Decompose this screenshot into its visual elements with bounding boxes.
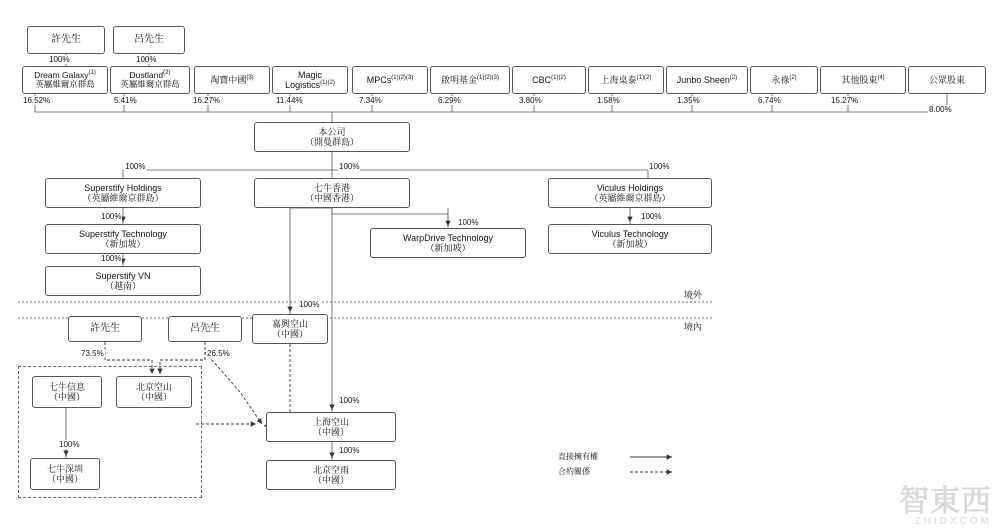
footnote-marker: (1) [88,69,96,76]
node-sublabel: Logistics [285,80,321,90]
node-sublabel: 英屬維爾京群島 [120,79,180,90]
node-label: Junbo Sheen [676,74,730,85]
node-label: 上海桌泰 [600,74,637,85]
node-label: Viculus Holdings [596,182,664,193]
node-label: 許先生 [90,323,120,335]
percent-label: 6.29% [438,96,461,105]
node-label: WarpDrive Technology [402,232,494,243]
node-qiniu-shenzhen[interactable] [30,458,100,490]
node-label: Magic [297,69,322,80]
node-label: 永祿 [771,74,790,85]
node-label: 呂先生 [134,34,164,46]
node-label: 北京空山 [135,381,172,392]
percent-label: 100% [339,446,360,455]
node-label: 七牛信息 [48,381,85,392]
percent-label: 15.27% [831,96,859,105]
node-lv-top[interactable] [113,26,185,54]
node-qiming-fund[interactable] [430,66,510,94]
node-sublabel: （中國） [271,329,308,339]
node-qiniu-xinxi[interactable] [32,376,102,408]
node-label: 嘉興空山 [271,318,308,329]
percent-label: 100% [339,162,360,171]
node-superstify-vn[interactable] [45,266,201,296]
node-other-shareholders[interactable] [820,66,906,94]
node-label: 七牛香港 [313,182,350,193]
node-public-shareholders[interactable] [908,66,986,94]
percent-label: 5.41% [114,96,137,105]
percent-label: 100% [641,212,662,221]
node-cbc[interactable] [512,66,586,94]
node-jiaxing-kongshan[interactable] [252,314,328,344]
node-viculus-holdings[interactable] [548,178,712,208]
percent-label: 100% [136,55,157,64]
boundary-label-offshore: 境外 [684,290,703,300]
node-sublabel: （開曼群島） [304,137,359,147]
percent-label: 8.00% [929,105,952,114]
node-shanghai-kongshan[interactable] [266,412,396,442]
footnote-marker: (4) [877,74,885,81]
node-sublabel: （中國） [312,475,349,485]
node-xu-top[interactable] [27,26,105,54]
node-label: 北京空雨 [312,464,349,475]
node-sublabel: 英屬維爾京群島 [35,79,95,90]
footnote-marker: (1)(2)(3) [391,74,414,81]
percent-label: 1.58% [597,96,620,105]
node-label: Dream Galaxy [34,69,89,80]
legend-label-ownership: 直接擁有權 [558,452,598,461]
boundary-label-onshore: 境內 [684,322,703,332]
node-yonglu[interactable] [750,66,818,94]
node-sublabel: （中國香港） [304,193,359,203]
footnote-marker: (2) [729,74,738,81]
node-label: 七牛深圳 [46,463,83,474]
node-label: Superstify Technology [79,228,167,239]
node-label: Superstify Holdings [84,182,162,193]
footnote-marker: (3) [246,74,254,81]
node-label: Dustland [129,69,164,80]
node-warpdrive-technology[interactable] [370,228,526,258]
node-sublabel: （中國） [46,474,83,484]
node-label: 公眾股東 [928,74,965,85]
percent-label: 73.5% [81,349,104,358]
node-label: 淘寶中國 [210,74,247,85]
node-label: 本公司 [318,126,346,137]
percent-label: 100% [649,162,670,171]
node-viculus-technology[interactable] [548,224,712,254]
node-superstify-technology[interactable] [45,224,201,254]
node-label: 其他股東 [841,74,878,85]
footnote-marker: (1)(2)(3) [477,74,499,81]
footnote-marker: (1)(2) [320,80,335,86]
percent-label: 11.44% [276,96,303,105]
node-dustland[interactable] [110,66,190,94]
percent-label: 6.74% [758,96,781,105]
percent-label: 100% [299,300,320,309]
node-beijing-kongshan[interactable] [116,376,192,408]
percent-label: 100% [458,218,479,227]
node-label: 啟明基金 [440,74,477,85]
percent-label: 100% [59,440,80,449]
node-label: 許先生 [51,34,81,46]
percent-label: 7.34% [359,96,382,105]
legend-label-contract: 合約關係 [558,467,590,476]
node-dream-galaxy[interactable] [22,66,108,94]
percent-label: 16.27% [193,96,221,105]
node-xu-cn[interactable] [68,316,142,342]
node-sublabel: （中國） [48,392,85,402]
node-junbo-sheen[interactable] [666,66,748,94]
footnote-marker: (2) [163,69,171,76]
percent-label: 16.52% [23,96,51,105]
node-sublabel: （新加坡） [607,239,653,249]
node-mpcs[interactable] [352,66,428,94]
percent-label: 3.80% [519,96,542,105]
node-label: Superstify VN [95,270,151,281]
node-sublabel: （中國） [135,392,172,402]
node-qiniu-hk[interactable] [254,178,410,208]
node-sublabel: （英屬維爾京群島） [589,193,671,203]
node-sublabel: （英屬維爾京群島） [82,193,164,203]
watermark-line2: ZHIDXCOM [914,516,992,527]
node-label: CBC [532,74,552,85]
node-superstify-holdings[interactable] [45,178,201,208]
percent-label: 26.5% [207,349,230,358]
node-company[interactable] [254,122,410,152]
node-label: 上海空山 [312,416,349,427]
node-lv-cn[interactable] [168,316,242,342]
node-label: MPCs [366,74,392,85]
node-sublabel: （新加坡） [100,239,146,249]
node-sublabel: （中國） [312,427,349,437]
percent-label: 100% [101,212,122,221]
node-shanghai-zhuotai[interactable] [588,66,664,94]
percent-label: 100% [125,162,146,171]
percent-label: 100% [101,254,122,263]
footnote-marker: (1)(2) [551,74,566,81]
watermark-line1: 智東西 [899,485,992,518]
watermark [899,487,992,527]
node-magic-logistics[interactable] [272,66,348,94]
footnote-marker: (1)(2) [636,74,652,81]
node-taobao-china[interactable] [194,66,270,94]
node-label: Viculus Technology [591,228,669,239]
footnote-marker: (2) [789,74,797,81]
node-beijing-kongyu[interactable] [266,460,396,490]
node-sublabel: （越南） [104,281,141,291]
node-label: 呂先生 [190,323,220,335]
percent-label: 100% [339,396,360,405]
percent-label: 100% [49,55,70,64]
node-sublabel: （新加坡） [425,243,471,253]
percent-label: 1.35% [677,96,700,105]
